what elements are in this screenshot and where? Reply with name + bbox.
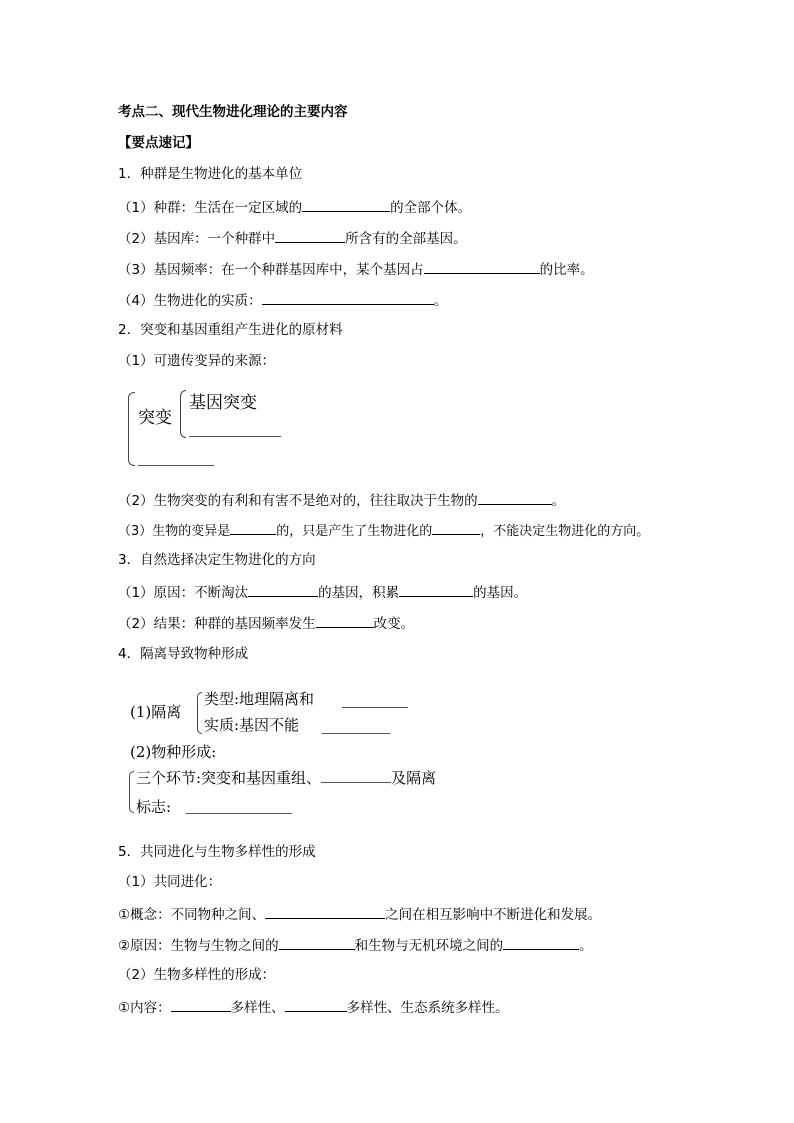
p5-l2-pre: ①概念：不同物种之间、 bbox=[118, 907, 266, 923]
subheading: 【要点速记】 bbox=[118, 135, 199, 151]
species-label: (2)物种形成: bbox=[130, 743, 217, 761]
p4-heading: 4．隔离导致物种形成 bbox=[118, 646, 249, 662]
p1-l3-post: 的比率。 bbox=[539, 262, 594, 278]
p1-line-1 bbox=[118, 197, 471, 217]
p1-line-4 bbox=[118, 290, 447, 310]
p2-heading: 2．突变和基因重组产生进化的原材料 bbox=[118, 322, 343, 338]
p1-line-3 bbox=[118, 259, 594, 279]
p5-line-4: （2）生物多样性的形成： bbox=[118, 967, 276, 983]
type-label: 类型:地理隔离和 bbox=[204, 690, 315, 708]
p3-heading: 3．自然选择决定生物进化的方向 bbox=[118, 552, 316, 568]
p2-line-2 bbox=[118, 490, 565, 510]
p5-l3-pre: ②原因：生物与生物之间的 bbox=[118, 938, 279, 954]
p5-line-3 bbox=[118, 935, 593, 955]
three-steps-post: 及隔离 bbox=[391, 769, 437, 787]
p3-l1-mid: 的基因，积累 bbox=[318, 585, 400, 601]
p5-l2-post: 之间在相互影响中不断进化和发展。 bbox=[385, 907, 602, 923]
p5-l5-pre: ①内容： bbox=[118, 1000, 171, 1016]
p2-line-1: （1）可遗传变异的来源： bbox=[118, 353, 276, 369]
fill-blank[interactable] bbox=[399, 582, 473, 597]
p2-l2-pre: （2）生物突变的有利和有害不是绝对的，往往取决于生物的 bbox=[118, 493, 478, 509]
gene-mutation-label: 基因突变 bbox=[189, 393, 257, 413]
essence-label: 实质:基因不能 bbox=[204, 716, 300, 734]
p3-line-2 bbox=[118, 613, 414, 633]
fill-blank[interactable] bbox=[138, 465, 214, 466]
sign-label: 标志: bbox=[136, 798, 172, 816]
p3-l1-post: 的基因。 bbox=[473, 585, 528, 601]
mutation-label: 突变 bbox=[138, 408, 172, 428]
p5-line-1: （1）共同进化： bbox=[118, 874, 222, 890]
fill-blank[interactable] bbox=[230, 520, 276, 535]
species-brace bbox=[129, 771, 134, 813]
p2-l3-post: ，不能决定生物进化的方向。 bbox=[480, 524, 650, 539]
section-title: 考点二、现代生物进化理论的主要内容 bbox=[118, 104, 348, 120]
fill-blank[interactable] bbox=[275, 228, 345, 243]
p1-l4-post: 。 bbox=[433, 293, 448, 309]
p5-l3-post: 。 bbox=[579, 938, 593, 954]
p1-l2-pre: （2）基因库：一个种群中 bbox=[118, 231, 276, 247]
p5-l5-post: 多样性、生态系统多样性。 bbox=[346, 1000, 509, 1016]
fill-blank[interactable] bbox=[262, 290, 434, 305]
p3-line-1 bbox=[118, 582, 527, 602]
p5-line-2 bbox=[118, 904, 601, 924]
p5-l5-mid: 多样性、 bbox=[230, 1000, 285, 1016]
p2-l2-post: 。 bbox=[551, 493, 566, 509]
fill-blank[interactable] bbox=[322, 733, 390, 734]
fill-blank[interactable] bbox=[248, 582, 318, 597]
p5-line-5 bbox=[118, 997, 509, 1017]
p1-l1-post: 的全部个体。 bbox=[390, 200, 472, 216]
fill-blank[interactable] bbox=[316, 613, 374, 628]
fill-blank[interactable] bbox=[342, 707, 408, 708]
p1-l2-post: 所含有的全部基因。 bbox=[345, 231, 467, 247]
p2-l3-mid: 的，只是产生了生物进化的 bbox=[276, 524, 433, 539]
isolation-label: (1)隔离 bbox=[130, 703, 182, 721]
p1-l3-pre: （3）基因频率：在一个种群基因库中，某个基因占 bbox=[118, 262, 424, 278]
fill-blank[interactable] bbox=[302, 197, 390, 212]
p2-l3-pre: （3）生物的变异是 bbox=[118, 524, 231, 539]
fill-blank[interactable] bbox=[432, 520, 480, 535]
three-steps bbox=[136, 767, 436, 788]
fill-blank[interactable] bbox=[424, 259, 540, 274]
p1-l1-pre: （1）种群：生活在一定区域的 bbox=[118, 200, 303, 216]
p2-line-3 bbox=[118, 520, 649, 541]
fill-blank[interactable] bbox=[321, 767, 391, 783]
fill-blank[interactable] bbox=[478, 490, 552, 505]
fill-blank[interactable] bbox=[503, 935, 579, 950]
p3-l2-post: 改变。 bbox=[373, 616, 415, 632]
p5-l3-mid: 和生物与无机环境之间的 bbox=[354, 938, 504, 954]
p3-l2-pre: （2）结果：种群的基因频率发生 bbox=[118, 616, 316, 632]
p1-l4-pre: （4）生物进化的实质： bbox=[118, 293, 262, 309]
outer-brace bbox=[128, 392, 135, 466]
p1-heading: 1．种群是生物进化的基本单位 bbox=[118, 166, 303, 182]
p1-line-2 bbox=[118, 228, 467, 248]
isolation-brace bbox=[197, 692, 202, 734]
p3-l1-pre: （1）原因：不断淘汰 bbox=[118, 585, 249, 601]
fill-blank[interactable] bbox=[189, 436, 281, 437]
p5-heading: 5．共同进化与生物多样性的形成 bbox=[118, 844, 316, 860]
fill-blank[interactable] bbox=[285, 997, 347, 1012]
fill-blank[interactable] bbox=[171, 997, 231, 1012]
fill-blank[interactable] bbox=[279, 935, 355, 950]
inner-brace bbox=[180, 390, 186, 438]
three-steps-pre: 三个环节:突变和基因重组、 bbox=[136, 769, 322, 787]
fill-blank[interactable] bbox=[186, 813, 292, 814]
fill-blank[interactable] bbox=[265, 904, 385, 919]
